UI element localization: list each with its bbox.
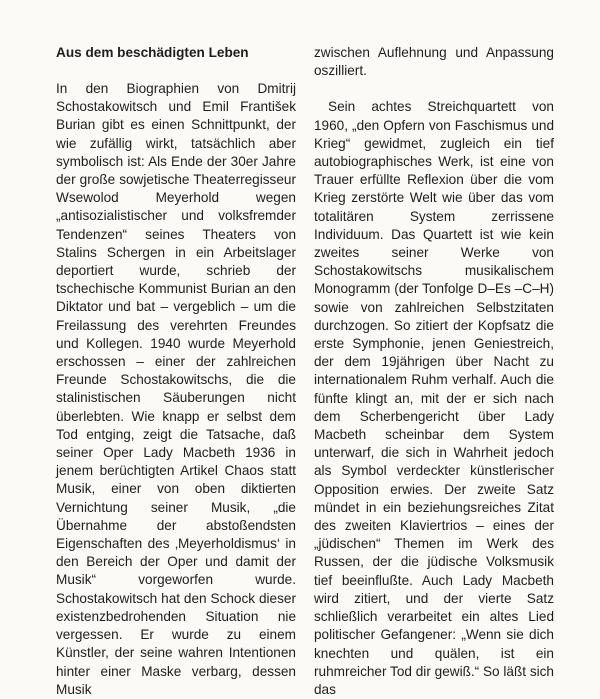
left-column [56,44,296,699]
right-column [314,44,554,699]
body-paragraph-1: In den Biographien von Dmitrij Schostakowitsch und Emil František Burian gibt es einen Schnittpunkt, der wie zufällig wirkt, tatsächlich aber symbolisch ist: Als Ende der 30er Jahre der große sowjetische Theaterregisseur Wsewolod Meyerhold wegen „antisozialistischer und volksfremder Tendenzen“ seines Theaters von Stalins Schergen in ein Arbeitslager deportiert wurde, schrieb der tschechische Kommunist Burian an den Diktator und bat – vergeblich – um die Freilassung des verehrten Freundes und Kollegen. 1940 wurde Meyerhold erschossen – einer der zahlreichen Freunde Schostakowitschs, die die stalinistischen Säuberungen nicht überlebten. Wie knapp er selbst dem Tod entging, zeigt die Tatsache, daß seiner Oper Lady Macbeth 1936 in jenem berüchtigten Artikel Chaos statt Musik, einer von oben diktierten Vernichtung seiner Musik, „die Übernahme der abstoßendsten Eigenschaften des ‚Meyerholdismus‘ in den Bereich der Oper und damit der Musik“ vorgeworfen wurde. Schostakowitsch hat den Schock dieser existenzbedrohenden Situation nie vergessen. Er wurde zu einem Künstler, der seine wahren Intentionen hinter einer Maske verbarg, dessen Musik [56,81,296,697]
body-paragraph-2: Sein achtes Streichquartett von 1960, „den Opfern von Faschismus und Krieg“ gewidmet, zugleich ein tief autobiographisches Werk, ist eine von Trauer erfüllte Reflexion über die vom Krieg zerstörte Welt wie über das vom totalitären System zerrissene Individuum. Das Quartett ist wie kein zweites seiner Werke von Schostakowitschs musikalischem Monogramm (der Tonfolge D–Es –C–H) sowie von zahlreichen Selbstzitaten durchzogen. So zitiert der Kopfsatz die erste Symphonie, jenen Geniestreich, der dem 19jährigen über Nacht zu internationalem Ruhm verhalf. Auch die fünfte klingt an, mit der er sich nach dem Scherbengericht über Lady Macbeth scheinbar dem System unterwarf, die sich in Wahrheit jedoch als Symbol verdeckter künstlerischer Opposition erwies. Der zweite Satz mündet in ein beziehungsreiches Zitat des zweiten Klaviertrios – eines der „jüdischen“ Themen im Werk des Russen, der die jüdische Volksmusik tief beeinflußte. Auch Lady Macbeth wird zitiert, und der vierte Satz schließlich verarbeitet ein altes Lied politischer Gefangener: „Wenn sie dich knechten und quälen, ist ein ruhmreicher Tod dir gewiß.“ So läßt sich das [314,99,554,697]
section-heading: Aus dem beschädigten Leben [56,45,249,60]
body-paragraph-continuation: zwischen Auflehnung und Anpassung oszilliert. [314,45,554,79]
